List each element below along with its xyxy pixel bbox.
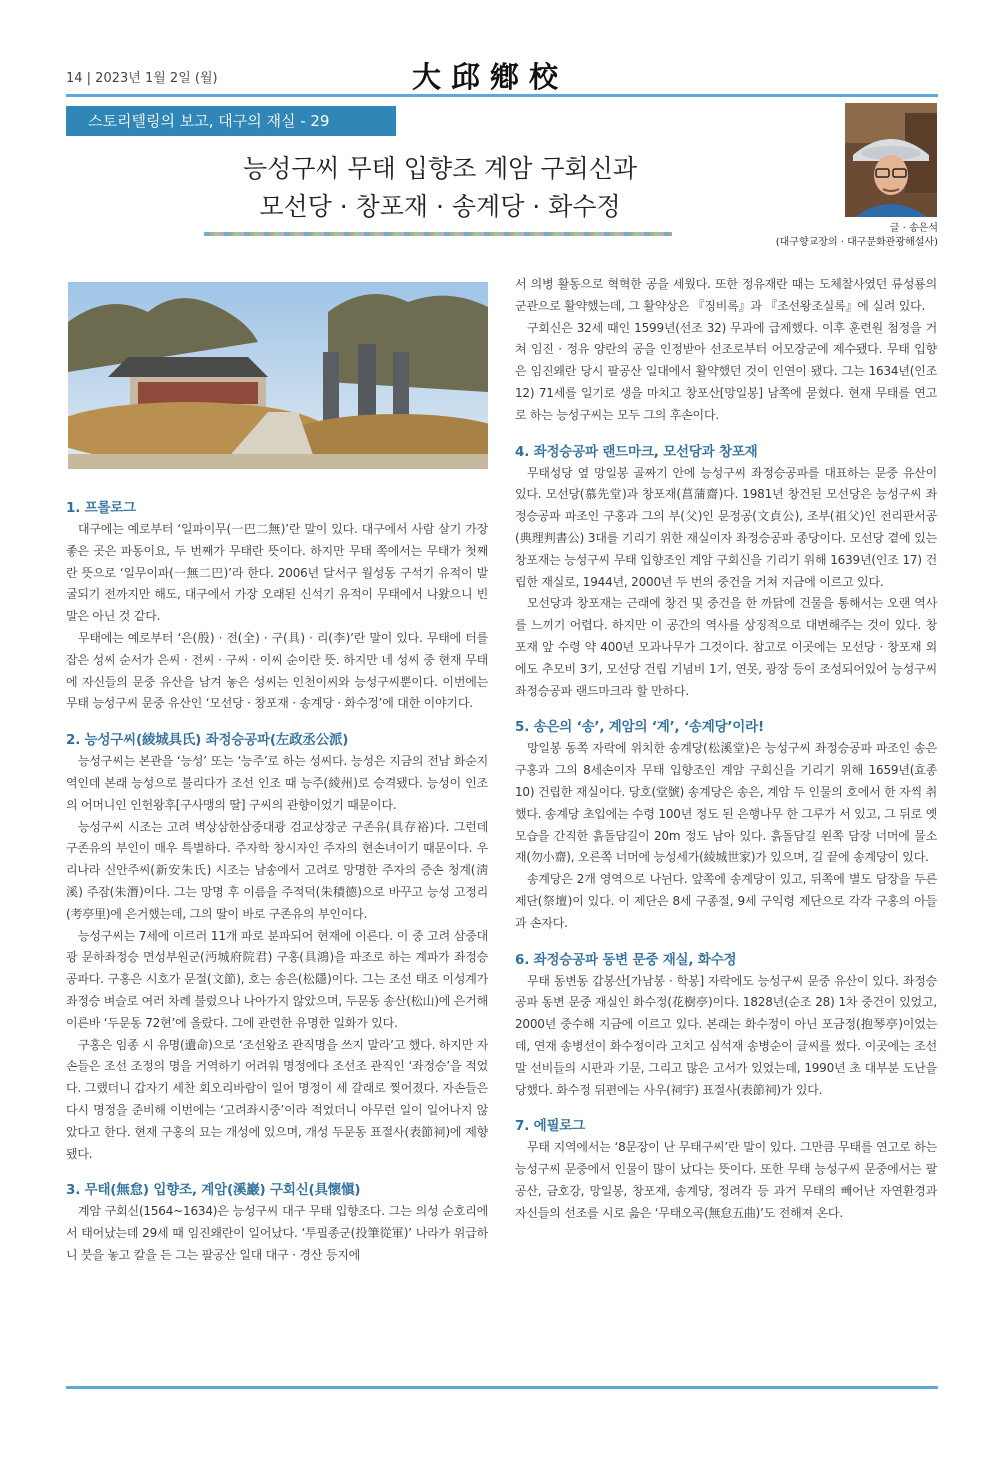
page-number: 14 | 2023년 1월 2일 (월): [66, 71, 218, 86]
section-4-paragraph-1: 무태성당 옆 망일봉 골짜기 안에 능성구씨 좌정승공파를 대표하는 문중 유산이 있다. 모선당(慕先堂)과 창포재(菖蒲齋)다. 1981년 창건된 모선당은 능성구씨 좌정승공파 파조인 구홍과 그의 부(父)인 문정공(文貞公), 조부(祖父)인 전리판서공(典理判書公) 3대를 기리기 위한 재실이자 좌정승공파 종당이다. 모선당 곁에 있는 창포재는 능성구씨 무태 입향조인 계암 구회신을 기리기 위해 1639년(인조 17) 건립한 재실로, 1944년, 2000년 두 번의 중건을 거쳐 지금에 이르고 있다.: [515, 465, 937, 589]
author-title: (대구향교장의 · 대구문화관광해설사): [775, 237, 938, 248]
series-title: 스토리텔링의 보고, 대구의 재실 - 29: [66, 106, 396, 136]
section-3-heading: 3. 무태(無怠) 입향조, 계암(溪巖) 구회신(具懷愼): [66, 1182, 361, 1199]
section-3-paragraph-1: 계암 구회신(1564~1634)은 능성구씨 대구 무태 입향조다. 그는 의성 순호리에서 태어났는데 29세 때 임진왜란이 일어났다. ‘투필종군(投筆從軍)’ 나라가 위급하니 붓을 놓고 칼을 든 그는 팔공산 일대 대구 · 경산 등지에: [66, 1204, 488, 1262]
page-header: [66, 55, 938, 93]
author-photo: [845, 103, 937, 217]
title-line-1: 능성구씨 무태 입향조 계암 구회신과: [242, 154, 638, 183]
section-5-heading: 5. 송은의 ‘송’, 계암의 ‘계’, ‘송계당’이라!: [515, 719, 764, 736]
footer-rule: [66, 1386, 938, 1389]
section-2-paragraph-2: 능성구씨 시조는 고려 벽상삼한삼중대광 검교상장군 구존유(具存裕)다. 그런데 구존유의 부인이 매우 특별하다. 주자학 창시자인 주자의 현손녀이기 때문이다. 우리나라 신안주씨(新安朱氏) 시조는 남송에서 고려로 망명한 주자의 증손 청계(淸溪) 주잠(朱潛)이다. 그는 망명 후 이름을 주적덕(朱積德)으로 바꾸고 능성 고정리(考亭里)에 은거했는데, 그의 딸이 바로 구존유의 부인이다.: [66, 819, 488, 921]
author-caption: [698, 222, 938, 250]
section-1-heading: 1. 프롤로그: [66, 500, 136, 516]
section-1-paragraph-1: 대구에는 예로부터 ‘일파이무(一巴二無)’란 말이 있다. 대구에서 사람 살기 가장 좋은 곳은 파동이요, 두 번째가 무태란 뜻이다. 하지만 무태 쪽에서는 무태가 첫째란 뜻으로 ‘일무이파(一無二巴)’라 한다. 2006년 달서구 월성동 구석기 유적이 발굴되기 전까지만 해도, 대구에서 가장 오래된 신석기 유적이 무태에서 나왔으니 빈말은 아닌 것 같다.: [66, 522, 488, 624]
section-5-paragraph-2: 송계당은 2개 영역으로 나뉜다. 앞쪽에 송계당이 있고, 뒤쪽에 별도 담장을 두른 제단(祭壇)이 있다. 이 제단은 8세 구종절, 9세 구익령 제단으로 각각 구홍의 아들과 손자다.: [515, 872, 937, 930]
section-7-paragraph-1: 무태 지역에서는 ‘8문장이 난 무태구씨’란 말이 있다. 그만큼 무태를 연고로 하는 능성구씨 문중에서 인물이 많이 났다는 뜻이다. 또한 무태 능성구씨 문중에서는 팔공산, 금호강, 망일봉, 창포재, 송계당, 정려각 등 과거 무태의 빼어난 자연환경과 자신들의 선조를 시로 읊은 ‘무태오곡(無怠五曲)’도 전해져 온다.: [515, 1140, 937, 1220]
title-line-2: 모선당 · 창포재 · 송계당 · 화수정: [259, 192, 621, 221]
column-left: [66, 497, 488, 1267]
section-2-heading: 2. 능성구씨(綾城具氏) 좌정승공파(左政丞公派): [66, 732, 349, 749]
section-1-paragraph-2: 무태에는 예로부터 ‘은(殷) · 전(全) · 구(具) · 리(李)’란 말이 있다. 무태에 터를 잡은 성씨 순서가 은씨 · 전씨 · 구씨 · 이씨 순이란 뜻. 하지만 네 성씨 중 현재 무태에 자신들의 문중 유산을 남겨 놓은 성씨는 인천이씨와 능성구씨뿐이다. 이번에는 무태 능성구씨 문중 유산인 ‘모선당 · 창포재 · 송계당 · 화수정’에 대한 이야기다.: [66, 630, 488, 711]
section-7-heading: 7. 에필로그: [515, 1118, 585, 1135]
section-3-paragraph-2: 구회신은 32세 때인 1599년(선조 32) 무과에 급제했다. 이후 훈련원 첨정을 거쳐 임진 · 정유 양란의 공을 인정받아 선조로부터 어모장군에 제수됐다. 무태 입향은 임진왜란 당시 팔공산 일대에서 활약했던 것이 인연이 됐다. 그는 1634년(인조 12) 71세를 일기로 생을 마치고 창포산[망일봉] 남쪽에 묻혔다. 현재 무태를 연고로 하는 능성구씨는 모두 그의 후손이다.: [515, 320, 937, 422]
section-4-paragraph-2: 모선당과 창포재는 근래에 창건 및 중건을 한 까닭에 건물을 통해서는 오랜 역사를 느끼기 어렵다. 하지만 이 공간의 역사를 상징적으로 대변해주는 것이 있다. 창포재 앞 수령 약 400년 모과나무가 그것이다. 참고로 이곳에는 모선당 · 창포재 외에도 추모비 3기, 모선당 건립 기념비 1기, 연못, 광장 등이 조성되어있어 능성구씨 좌정승공파 랜드마크라 할 만하다.: [515, 596, 937, 698]
title-decoration: [204, 232, 672, 236]
article-title: [180, 150, 700, 226]
masthead: 大邱鄕校: [412, 60, 569, 94]
section-5-paragraph-1: 망일봉 동쪽 자락에 위치한 송계당(松溪堂)은 능성구씨 좌정승공파 파조인 송은 구홍과 그의 8세손이자 무태 입향조인 계암 구회신을 기리기 위해 1659년(효종 10) 건립한 재실이다. 당호(堂號) 송계당은 송은, 계암 두 인물의 호에서 한 자씩 취했다. 송계당 초입에는 수령 100년 정도 된 은행나무 한 그루가 서 있고, 그 뒤로 옛 모습을 간직한 흙돌담길이 20m 정도 남아 있다. 흙돌담길 왼쪽 담장 너머에 물소재(勿小齋), 오른쪽 너머에 능성세가(綾城世家)가 있으며, 길 끝에 송계당이 있다.: [515, 741, 937, 865]
section-2-paragraph-3: 능성구씨는 7세에 이르러 11개 파로 분파되어 현재에 이른다. 이 중 고려 삼중대광 문하좌정승 면성부원군(沔城府院君) 구홍(具鴻)을 파조로 하는 계파가 좌정승공파다. 구홍은 시호가 문절(文節), 호는 송은(松隱)이다. 그는 조선 태조 이성계가 좌정승 벼슬로 여러 차례 불렀으나 나아가지 않았으며, 두문동 송산(松山)에 은거해 이른바 ‘두문동 72현’에 올랐다. 그에 관련한 유명한 일화가 있다.: [66, 928, 488, 1030]
article-photo: [68, 282, 488, 469]
header-rule: [66, 94, 938, 97]
author-name: 글 · 송은석: [889, 223, 938, 234]
section-4-heading: 4. 좌정승공파 랜드마크, 모선당과 창포재: [515, 443, 758, 460]
section-2-paragraph-4: 구홍은 임종 시 유명(遺命)으로 ‘조선왕조 관직명을 쓰지 말라’고 했다. 하지만 자손들은 조선 조정의 명을 거역하기 어려워 명정에다 조선조 관직인 ‘좌정승’을 적었다. 그랬더니 갑자기 세찬 회오리바람이 일어 명정이 세 갈래로 찢어졌다. 자손들은 다시 명정을 준비해 이번에는 ‘고려좌시중’이라 적었더니 아무런 일이 일어나지 않았다고 한다. 현재 구홍의 묘는 개성에 있으며, 개성 두문동 표절사(表節祠)에 제향됐다.: [66, 1037, 488, 1161]
section-6-paragraph-1: 무태 동변동 갑봉산[가남봉 · 학봉] 자락에도 능성구씨 문중 유산이 있다. 좌정승공파 동변 문중 재실인 화수정(花樹亭)이다. 1828년(순조 28) 1차 중건이 있었고, 2000년 중수해 지금에 이르고 있다. 본래는 화수정이 아닌 포금정(抱琴亭)이었는데, 연재 송병선이 화수정이라 고치고 심석재 송병순이 글씨를 썼다. 이곳에는 조선말 선비들의 시판과 기문, 그리고 많은 고서가 있었는데, 1990년 초 대부분 도난을 당했다. 화수정 뒤편에는 사우(祠宇) 표절사(表節祠)가 있다.: [515, 973, 937, 1097]
section-2-paragraph-1: 능성구씨는 본관을 ‘능성’ 또는 ‘능주’로 하는 성씨다. 능성은 지금의 전남 화순지역인데 본래 능성으로 불리다가 조선 인조 때 능주(綾州)로 승격됐다. 능성이 인조의 어머니인 인헌왕후[구사맹의 딸] 구씨의 관향이었기 때문이다.: [66, 754, 488, 812]
section-6-heading: 6. 좌정승공파 동변 문중 재실, 화수정: [515, 951, 737, 968]
column-right: [515, 274, 937, 1224]
section-3-paragraph-1-cont: 서 의병 활동으로 혁혁한 공을 세웠다. 또한 정유재란 때는 도체찰사였던 류성룡의 군관으로 활약했는데, 그 활약상은 『징비록』과 『조선왕조실록』에 실려 있다.: [515, 277, 937, 313]
